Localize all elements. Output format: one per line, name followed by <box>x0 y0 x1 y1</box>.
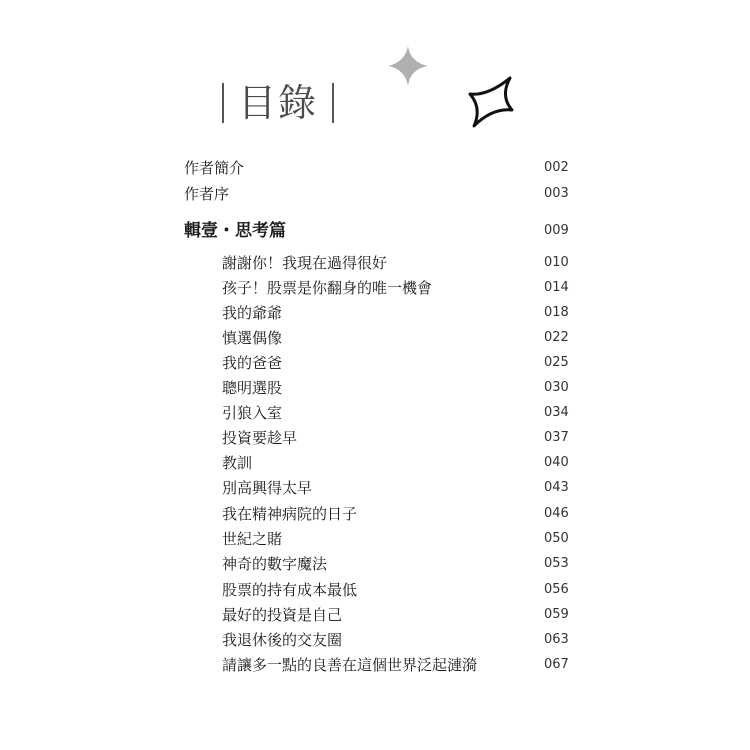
toc-page-number: 003 <box>544 186 569 201</box>
toc-entry-title: 孩子！股票是你翻身的唯一機會 <box>222 279 433 297</box>
toc-row <box>0 276 750 300</box>
toc-page-number: 043 <box>544 480 569 495</box>
toc-entry-title: 引狼入室 <box>222 404 283 422</box>
toc-page-number: 034 <box>544 405 569 420</box>
toc-section-title: 輯壹・思考篇 <box>184 221 286 241</box>
toc-page-number: 056 <box>544 582 569 597</box>
toc-entry-title: 我的爺爺 <box>222 304 283 322</box>
toc-entry-title: 慎選偶像 <box>222 329 283 347</box>
toc-entry-title: 聰明選股 <box>222 379 283 397</box>
toc-page-number: 037 <box>544 430 569 445</box>
toc-page-number: 022 <box>544 330 569 345</box>
toc-entry-title: 請讓多一點的良善在這個世界泛起漣漪 <box>222 656 478 674</box>
toc-entry-title: 投資要趁早 <box>222 429 298 447</box>
title-left-bar <box>222 83 224 123</box>
toc-page-number: 067 <box>544 657 569 672</box>
toc-row <box>0 653 750 677</box>
toc-row <box>0 351 750 375</box>
toc-page-number: 050 <box>544 531 569 546</box>
toc-row <box>0 603 750 627</box>
toc-row <box>0 301 750 325</box>
toc-page-number: 053 <box>544 556 569 571</box>
black-sparkle-icon <box>466 74 516 132</box>
toc-row <box>0 376 750 400</box>
toc-page-number: 063 <box>544 632 569 647</box>
toc-row <box>0 426 750 450</box>
toc-page-number: 014 <box>544 280 569 295</box>
toc-row <box>0 451 750 475</box>
toc-row <box>0 552 750 576</box>
toc-entry-title: 股票的持有成本最低 <box>222 581 358 599</box>
toc-entry-title: 我在精神病院的日子 <box>222 505 358 523</box>
toc-page-number: 002 <box>544 160 569 175</box>
toc-section-row <box>0 219 750 243</box>
toc-row <box>0 401 750 425</box>
toc-page-number: 025 <box>544 355 569 370</box>
toc-row <box>0 251 750 275</box>
toc-entry-title: 別高興得太早 <box>222 479 313 497</box>
toc-entry-title: 神奇的數字魔法 <box>222 555 328 573</box>
toc-row <box>0 502 750 526</box>
page-title-block <box>222 78 334 128</box>
toc-entry-title: 最好的投資是自己 <box>222 606 343 624</box>
toc-entry-title: 教訓 <box>222 454 253 472</box>
toc-entry-title: 謝謝你！我現在過得很好 <box>222 254 388 272</box>
toc-row <box>0 156 750 180</box>
toc-row <box>0 182 750 206</box>
toc-row <box>0 527 750 551</box>
toc-page-number: 018 <box>544 305 569 320</box>
toc-row <box>0 326 750 350</box>
grey-sparkle-icon <box>386 44 430 88</box>
toc-entry-title: 世紀之賭 <box>222 530 283 548</box>
toc-page-number: 040 <box>544 455 569 470</box>
toc-entry-title: 我的爸爸 <box>222 354 283 372</box>
page-title: 目錄 <box>238 81 319 125</box>
toc-entry-title: 我退休後的交友圈 <box>222 631 343 649</box>
toc-row <box>0 476 750 500</box>
toc-entry-title: 作者序 <box>184 185 230 203</box>
title-right-bar <box>332 83 334 123</box>
toc-page-number: 046 <box>544 506 569 521</box>
toc-row <box>0 578 750 602</box>
toc-entry-title: 作者簡介 <box>184 159 245 177</box>
toc-page-number: 030 <box>544 380 569 395</box>
toc-page-number: 059 <box>544 607 569 622</box>
toc-page-number: 009 <box>544 223 569 238</box>
toc-page-number: 010 <box>544 255 569 270</box>
toc-row <box>0 628 750 652</box>
